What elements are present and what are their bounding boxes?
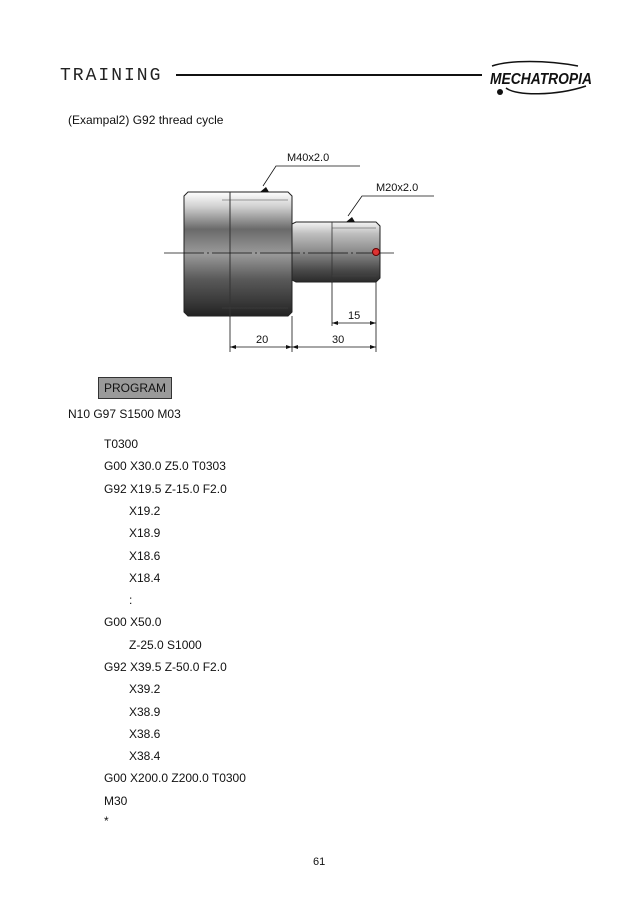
mechatropia-logo (486, 58, 596, 98)
program-badge: PROGRAM (98, 377, 172, 399)
code-line: X18.9 (129, 526, 161, 540)
example-subtitle: (Exampal2) G92 thread cycle (68, 113, 224, 127)
code-line: X38.6 (129, 727, 161, 741)
label-m40: M40x2.0 (287, 152, 330, 164)
code-line: G00 X30.0 Z5.0 T0303 (104, 459, 226, 473)
origin-marker (373, 249, 380, 256)
code-line: X18.4 (129, 571, 161, 585)
logo-text: MECHATROPIA (490, 71, 592, 88)
thread-leader-small (346, 182, 434, 222)
dim-15: 15 (348, 310, 361, 322)
thread-leader-large (260, 152, 360, 192)
code-line: * (104, 814, 109, 828)
label-m20: M20x2.0 (376, 182, 419, 194)
large-diameter-section (184, 192, 292, 316)
dim-20: 20 (256, 334, 269, 346)
code-line: G92 X39.5 Z-50.0 F2.0 (104, 660, 227, 674)
page-number: 61 (313, 856, 326, 868)
code-line: X38.9 (129, 705, 161, 719)
code-line: G00 X200.0 Z200.0 T0300 (104, 771, 246, 785)
dim-30: 30 (332, 334, 345, 346)
small-diameter-section (292, 222, 380, 282)
code-line: X18.6 (129, 549, 161, 563)
code-line: G00 X50.0 (104, 615, 162, 629)
code-line: Z-25.0 S1000 (129, 638, 202, 652)
code-line: : (129, 593, 133, 607)
code-line: M30 (104, 794, 128, 808)
code-line: X39.2 (129, 682, 161, 696)
header-rule (176, 74, 482, 76)
code-line: X38.4 (129, 749, 161, 763)
code-line: G92 X19.5 Z-15.0 F2.0 (104, 482, 227, 496)
code-line: X19.2 (129, 504, 161, 518)
code-line: N10 G97 S1500 M03 (68, 407, 181, 421)
thread-part-drawing (150, 140, 450, 360)
dimension-arrows (230, 321, 376, 349)
page-header-title: TRAINING (60, 66, 163, 86)
code-line: T0300 (104, 437, 139, 451)
